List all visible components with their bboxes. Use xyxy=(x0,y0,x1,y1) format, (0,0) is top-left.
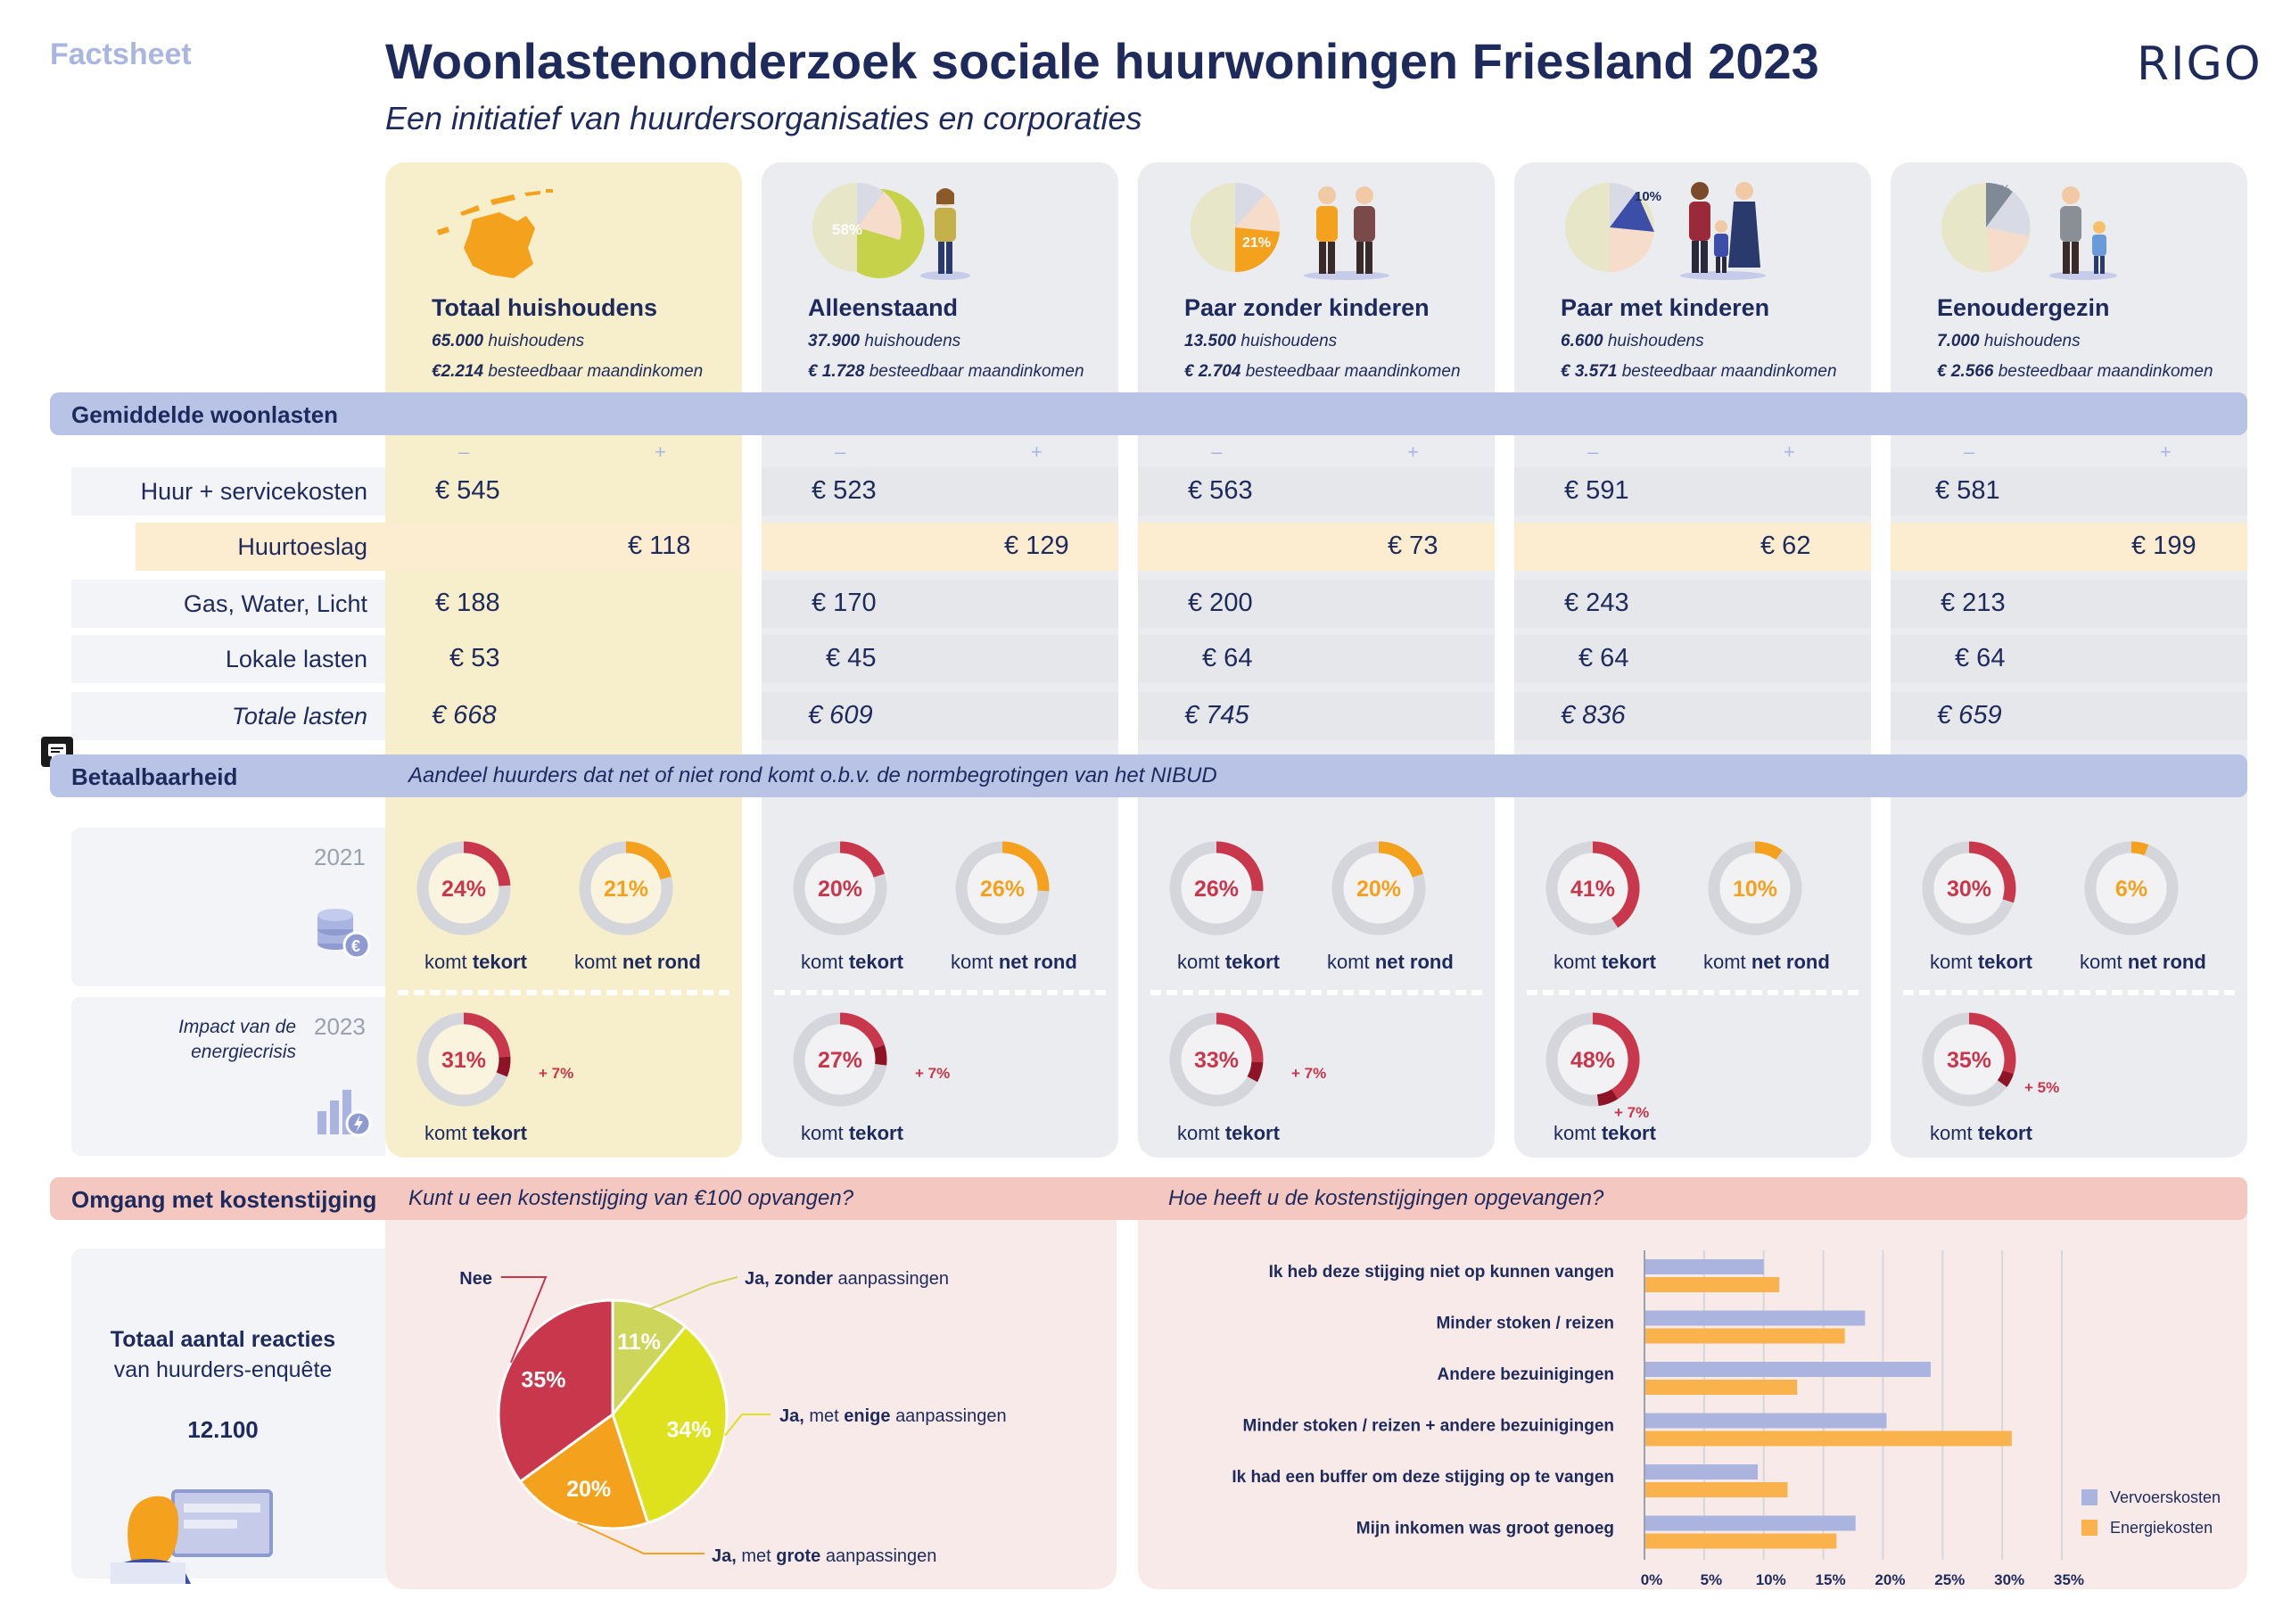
pie-leader-line xyxy=(725,1414,771,1436)
value-totale-lasten: € 745 xyxy=(1184,701,1249,730)
komt-text: komt xyxy=(574,951,617,973)
legend-label: Vervoerskosten xyxy=(2110,1488,2221,1506)
value-gwl: € 170 xyxy=(812,589,877,617)
kostenstijging-pie-chart xyxy=(385,1240,1117,1587)
label-strong: net rond xyxy=(998,951,1077,973)
komt-text: komt xyxy=(1930,1122,1973,1144)
label-strong: tekort xyxy=(472,951,527,973)
reacties-subtitle: van huurders-enquête xyxy=(113,1357,333,1382)
komt-text: komt xyxy=(1177,1122,1220,1144)
bar-tick-label: 35% xyxy=(2053,1571,2085,1588)
group-name: Paar met kinderen xyxy=(1561,294,1770,321)
value-huurtoeslag: € 73 xyxy=(1388,532,1438,560)
donut-percent-label: 24% xyxy=(441,877,487,902)
tekort-2023-donut xyxy=(1163,1006,1270,1113)
person-at-computer-icon xyxy=(111,1484,280,1584)
komt-net-rond-label xyxy=(2080,951,2206,974)
bar-vervoerskosten xyxy=(1644,1516,1856,1531)
income-value: € 1.728 xyxy=(808,362,865,381)
bar-category-label: Mijn inkomen was groot genoeg xyxy=(1356,1519,1614,1538)
value-lokale-lasten: € 64 xyxy=(1955,644,2006,672)
group-households xyxy=(1937,332,2081,351)
tekort-2021-donut xyxy=(1916,835,2023,942)
value-gwl: € 213 xyxy=(1941,589,2006,617)
couple-icon xyxy=(1302,183,1391,281)
svg-text:€: € xyxy=(351,937,361,955)
bar-vervoerskosten xyxy=(1644,1414,1886,1429)
netrond-2021-donut xyxy=(1702,835,1809,942)
plus-marker: + xyxy=(2160,441,2172,463)
group-households xyxy=(808,332,960,351)
coins-euro-icon xyxy=(314,903,373,961)
komt-net-rond-label xyxy=(574,951,701,974)
bar-vervoerskosten xyxy=(1644,1259,1764,1274)
minus-marker: – xyxy=(1587,441,1599,463)
value-lokale-lasten: € 64 xyxy=(1578,644,1629,672)
bar-tick-label: 30% xyxy=(1994,1571,2025,1588)
value-lokale-lasten: € 45 xyxy=(826,644,877,672)
households-count: 65.000 xyxy=(432,332,484,350)
group-households xyxy=(1561,332,1704,351)
komt-text: komt xyxy=(1327,951,1370,973)
page-title: Woonlastenonderzoek sociale huurwoningen Friesland 2023 xyxy=(385,33,1819,89)
woonlasten-title: Gemiddelde woonlasten xyxy=(71,401,339,428)
label-strong: tekort xyxy=(472,1122,527,1144)
komt-net-rond-label xyxy=(1703,951,1830,974)
tekort-2023-donut xyxy=(1916,1006,2023,1113)
households-label: huishoudens xyxy=(488,332,585,350)
increase-label: + 7% xyxy=(915,1065,951,1082)
kosten-question-1: Kunt u een kostenstijging van €100 opvangen? xyxy=(408,1186,854,1210)
year-2021-label: 2021 xyxy=(314,844,366,870)
bar-energiekosten xyxy=(1644,1482,1787,1497)
income-label: besteedbaar maandinkomen xyxy=(869,362,1084,381)
income-value: € 2.566 xyxy=(1937,362,1994,381)
bar-energiekosten xyxy=(1644,1329,1845,1344)
bar-energiekosten xyxy=(1644,1277,1779,1292)
value-gwl: € 200 xyxy=(1188,589,1253,617)
komt-net-rond-label xyxy=(1327,951,1454,974)
single-parent-icon xyxy=(2048,183,2119,281)
dashed-separator xyxy=(1527,990,1859,995)
row-cell-bg xyxy=(1138,635,1495,683)
group-income xyxy=(1937,362,2213,382)
value-lokale-lasten: € 53 xyxy=(449,644,500,672)
value-huur: € 545 xyxy=(435,476,500,505)
group-income xyxy=(1561,362,1837,382)
bar-category-label: Andere bezuinigingen xyxy=(1437,1365,1614,1384)
value-totale-lasten: € 609 xyxy=(808,701,873,730)
increase-label: + 7% xyxy=(1614,1104,1650,1121)
increase-label: + 5% xyxy=(2024,1079,2060,1096)
pie-slice-value: 11% xyxy=(617,1330,661,1356)
komt-tekort-2023-label xyxy=(1177,1122,1280,1145)
plus-marker: + xyxy=(655,441,666,463)
dashed-separator xyxy=(1150,990,1482,995)
betaalbaarheid-title: Betaalbaarheid xyxy=(71,763,238,790)
bar-tick-label: 15% xyxy=(1815,1571,1846,1588)
value-huurtoeslag: € 118 xyxy=(628,532,691,560)
bar-vervoerskosten xyxy=(1644,1311,1865,1326)
value-huurtoeslag: € 62 xyxy=(1760,532,1811,560)
value-gwl: € 243 xyxy=(1564,589,1629,617)
label-strong: tekort xyxy=(1977,1122,2032,1144)
svg-text:11%: 11% xyxy=(1986,182,2011,196)
komt-text: komt xyxy=(1177,951,1220,973)
legend-swatch xyxy=(2081,1489,2098,1505)
donut-percent-label: 26% xyxy=(1193,877,1240,902)
rigo-logo: RIGO xyxy=(2137,37,2262,91)
value-lokale-lasten: € 64 xyxy=(1202,644,1253,672)
donut-increase-arc xyxy=(1252,1062,1257,1079)
donut-percent-label: 21% xyxy=(603,877,649,902)
donut-increase-arc xyxy=(2002,1072,2008,1084)
donut-percent-label: 26% xyxy=(979,877,1026,902)
tekort-2023-donut xyxy=(787,1006,894,1113)
bar-tick-label: 0% xyxy=(1640,1571,1663,1588)
single-person-icon xyxy=(919,183,972,281)
komt-text: komt xyxy=(1703,951,1746,973)
label-strong: net rond xyxy=(2127,951,2206,973)
label-strong: tekort xyxy=(848,951,903,973)
row-label-lokale-lasten: Lokale lasten xyxy=(225,646,367,672)
households-count: 7.000 xyxy=(1937,332,1980,350)
factsheet-label: Factsheet xyxy=(50,37,192,71)
tekort-2021-donut xyxy=(787,835,894,942)
bar-category-label: Minder stoken / reizen + andere bezuinigingen xyxy=(1242,1416,1614,1436)
alleenstaand-share-pie xyxy=(808,178,906,276)
label-strong: tekort xyxy=(1601,951,1656,973)
donut-increase-arc xyxy=(879,1047,881,1065)
group-name: Alleenstaand xyxy=(808,294,959,321)
row-cell-bg xyxy=(1514,635,1871,683)
donut-percent-label: 31% xyxy=(441,1048,487,1073)
svg-text:10%: 10% xyxy=(1635,189,1662,204)
netrond-2021-donut xyxy=(949,835,1056,942)
tekort-2021-donut xyxy=(1539,835,1646,942)
bar-energiekosten xyxy=(1644,1380,1797,1395)
bar-tick-label: 5% xyxy=(1700,1571,1723,1588)
row-label-gwl: Gas, Water, Licht xyxy=(183,590,367,617)
row-cell-bg xyxy=(1891,635,2247,683)
svg-text:21%: 21% xyxy=(1242,235,1272,251)
plus-marker: + xyxy=(1031,441,1043,463)
reacties-title: Totaal aantal reacties xyxy=(110,1327,336,1352)
donut-percent-label: 27% xyxy=(817,1048,863,1073)
donut-percent-label: 20% xyxy=(817,877,863,902)
netrond-2021-donut xyxy=(1325,835,1432,942)
bar-category-label: Minder stoken / reizen xyxy=(1436,1314,1614,1333)
pie-slice-label: Nee xyxy=(459,1269,492,1289)
komt-text: komt xyxy=(951,951,993,973)
minus-marker: – xyxy=(835,441,846,463)
households-label: huishoudens xyxy=(1607,332,1704,350)
bar-tick-label: 10% xyxy=(1755,1571,1786,1588)
kosten-title: Omgang met kostenstijging xyxy=(71,1186,377,1213)
paar-zonder-share-pie xyxy=(1186,178,1284,276)
pie-slice-value: 35% xyxy=(521,1367,566,1393)
label-strong: tekort xyxy=(848,1122,903,1144)
households-label: huishoudens xyxy=(1240,332,1338,350)
group-income xyxy=(808,362,1084,382)
page-subtitle: Een initiatief van huurdersorganisaties en corporaties xyxy=(385,100,1142,136)
tekort-2021-donut xyxy=(1163,835,1270,942)
komt-text: komt xyxy=(801,1122,844,1144)
komt-text: komt xyxy=(1930,951,1973,973)
group-income xyxy=(1184,362,1461,382)
komt-tekort-label xyxy=(1930,951,2032,974)
legend-swatch xyxy=(2081,1520,2098,1536)
dashed-separator xyxy=(398,990,729,995)
row-label-huur: Huur + servicekosten xyxy=(140,478,367,505)
plus-marker: + xyxy=(1407,441,1419,463)
tekort-2021-donut xyxy=(410,835,517,942)
label-strong: net rond xyxy=(1374,951,1454,973)
donut-percent-label: 10% xyxy=(1732,877,1778,902)
label-strong: tekort xyxy=(1601,1122,1656,1144)
label-strong: tekort xyxy=(1977,951,2032,973)
dashed-separator xyxy=(774,990,1106,995)
households-count: 6.600 xyxy=(1561,332,1603,350)
value-totale-lasten: € 659 xyxy=(1937,701,2002,730)
eenouder-share-pie xyxy=(1937,178,2035,276)
income-value: € 2.704 xyxy=(1184,362,1241,381)
income-label: besteedbaar maandinkomen xyxy=(1245,362,1461,381)
komt-tekort-2023-label xyxy=(801,1122,903,1145)
row-label-huurtoeslag: Huurtoeslag xyxy=(237,533,367,560)
minus-marker: – xyxy=(458,441,470,463)
netrond-2021-donut xyxy=(573,835,680,942)
komt-text: komt xyxy=(424,951,467,973)
bar-vervoerskosten xyxy=(1644,1362,1931,1377)
komt-tekort-2023-label xyxy=(424,1122,527,1145)
tekort-2023-donut xyxy=(1539,1006,1646,1113)
betaalbaarheid-subtitle: Aandeel huurders dat net of niet rond komt o.b.v. de normbegrotingen van het NIBUD xyxy=(408,763,1217,787)
year-2023-label: 2023 xyxy=(314,1013,366,1040)
group-name: Totaal huishoudens xyxy=(432,294,658,321)
group-name: Paar zonder kinderen xyxy=(1184,294,1430,321)
pie-slice-value: 34% xyxy=(666,1417,712,1443)
increase-label: + 7% xyxy=(1291,1065,1327,1082)
donut-value-arc xyxy=(2131,847,2147,850)
label-strong: net rond xyxy=(622,951,701,973)
income-label: besteedbaar maandinkomen xyxy=(1621,362,1837,381)
friesland-map-icon xyxy=(428,185,562,284)
opgevangen-bar-chart xyxy=(1138,1231,2247,1587)
netrond-2021-donut xyxy=(2078,835,2185,942)
bar-energiekosten xyxy=(1644,1534,1836,1549)
donut-percent-label: 41% xyxy=(1570,877,1616,902)
tekort-2023-donut xyxy=(410,1006,517,1113)
pie-slice-value: 20% xyxy=(566,1476,612,1502)
donut-increase-arc xyxy=(502,1057,505,1075)
income-label: besteedbaar maandinkomen xyxy=(488,362,704,381)
komt-net-rond-label xyxy=(951,951,1077,974)
value-huur: € 581 xyxy=(1935,476,2000,505)
value-huur: € 523 xyxy=(812,476,877,505)
income-value: € 3.571 xyxy=(1561,362,1618,381)
impact-label-2: energiecrisis xyxy=(191,1042,296,1062)
value-huur: € 591 xyxy=(1564,476,1629,505)
value-totale-lasten: € 668 xyxy=(432,701,497,730)
label-strong: net rond xyxy=(1751,951,1830,973)
value-huurtoeslag: € 129 xyxy=(1004,532,1069,560)
donut-increase-arc xyxy=(1598,1094,1615,1101)
bar-tick-label: 25% xyxy=(1934,1571,1966,1588)
bar-category-label: Ik had een buffer om deze stijging op te vangen xyxy=(1232,1468,1614,1487)
minus-marker: – xyxy=(1964,441,1975,463)
donut-percent-label: 33% xyxy=(1193,1048,1240,1073)
komt-tekort-2023-label xyxy=(1930,1122,2032,1145)
group-income xyxy=(432,362,703,382)
pie-slice-label: Ja, met enige aanpassingen xyxy=(779,1406,1007,1426)
label-strong: tekort xyxy=(1224,951,1280,973)
bar-category-label: Ik heb deze stijging niet op kunnen vangen xyxy=(1268,1263,1614,1282)
reacties-count: 12.100 xyxy=(187,1416,259,1443)
donut-percent-label: 30% xyxy=(1946,877,1992,902)
svg-text:58%: 58% xyxy=(832,221,863,238)
label-strong: tekort xyxy=(1224,1122,1280,1144)
group-households xyxy=(432,332,584,351)
bar-vervoerskosten xyxy=(1644,1464,1758,1480)
value-huurtoeslag: € 199 xyxy=(2131,532,2196,560)
row-cell-bg xyxy=(1514,523,1871,571)
row-label-totale-lasten: Totale lasten xyxy=(231,703,367,730)
komt-tekort-label xyxy=(1554,951,1656,974)
pie-leader-line xyxy=(651,1277,738,1308)
donut-percent-label: 20% xyxy=(1356,877,1402,902)
komt-text: komt xyxy=(424,1122,467,1144)
impact-label-1: Impact van de xyxy=(178,1017,296,1037)
donut-percent-label: 48% xyxy=(1570,1048,1616,1073)
income-value: €2.214 xyxy=(432,362,484,381)
pie-slice-label: Ja, met grote aanpassingen xyxy=(712,1546,937,1566)
dashed-separator xyxy=(1903,990,2235,995)
row-cell-bg xyxy=(1138,523,1495,571)
row-cell-bg xyxy=(762,635,1118,683)
households-count: 13.500 xyxy=(1184,332,1237,350)
komt-tekort-label xyxy=(801,951,903,974)
increase-label: + 7% xyxy=(539,1065,574,1082)
donut-percent-label: 35% xyxy=(1946,1048,1992,1073)
income-label: besteedbaar maandinkomen xyxy=(1998,362,2213,381)
komt-text: komt xyxy=(2080,951,2122,973)
minus-marker: – xyxy=(1211,441,1223,463)
pie-slice-label: Ja, zonder aanpassingen xyxy=(745,1269,950,1289)
komt-tekort-label xyxy=(424,951,527,974)
kosten-question-2: Hoe heeft u de kostenstijgingen opgevangen? xyxy=(1168,1186,1604,1210)
woonlasten-band xyxy=(50,392,2247,435)
bar-tick-label: 20% xyxy=(1875,1571,1906,1588)
komt-tekort-2023-label xyxy=(1554,1122,1656,1145)
legend-label: Energiekosten xyxy=(2110,1519,2213,1537)
rising-bars-energy-icon xyxy=(314,1079,373,1138)
value-totale-lasten: € 836 xyxy=(1561,701,1626,730)
donut-percent-label: 6% xyxy=(2114,877,2148,902)
komt-tekort-label xyxy=(1177,951,1280,974)
value-gwl: € 188 xyxy=(435,589,500,617)
family-icon xyxy=(1678,178,1768,281)
households-label: huishoudens xyxy=(1983,332,2081,350)
value-huur: € 563 xyxy=(1188,476,1253,505)
komt-text: komt xyxy=(1554,1122,1596,1144)
group-households xyxy=(1184,332,1337,351)
komt-text: komt xyxy=(801,951,844,973)
households-label: huishoudens xyxy=(864,332,961,350)
row-cell-bg xyxy=(385,635,742,683)
paar-met-share-pie xyxy=(1561,178,1662,276)
group-name: Eenoudergezin xyxy=(1937,294,2110,321)
komt-text: komt xyxy=(1554,951,1596,973)
kosten-band xyxy=(50,1177,2247,1220)
dashed-separator xyxy=(80,990,375,995)
bar-energiekosten xyxy=(1644,1431,2012,1447)
households-count: 37.900 xyxy=(808,332,861,350)
plus-marker: + xyxy=(1784,441,1795,463)
